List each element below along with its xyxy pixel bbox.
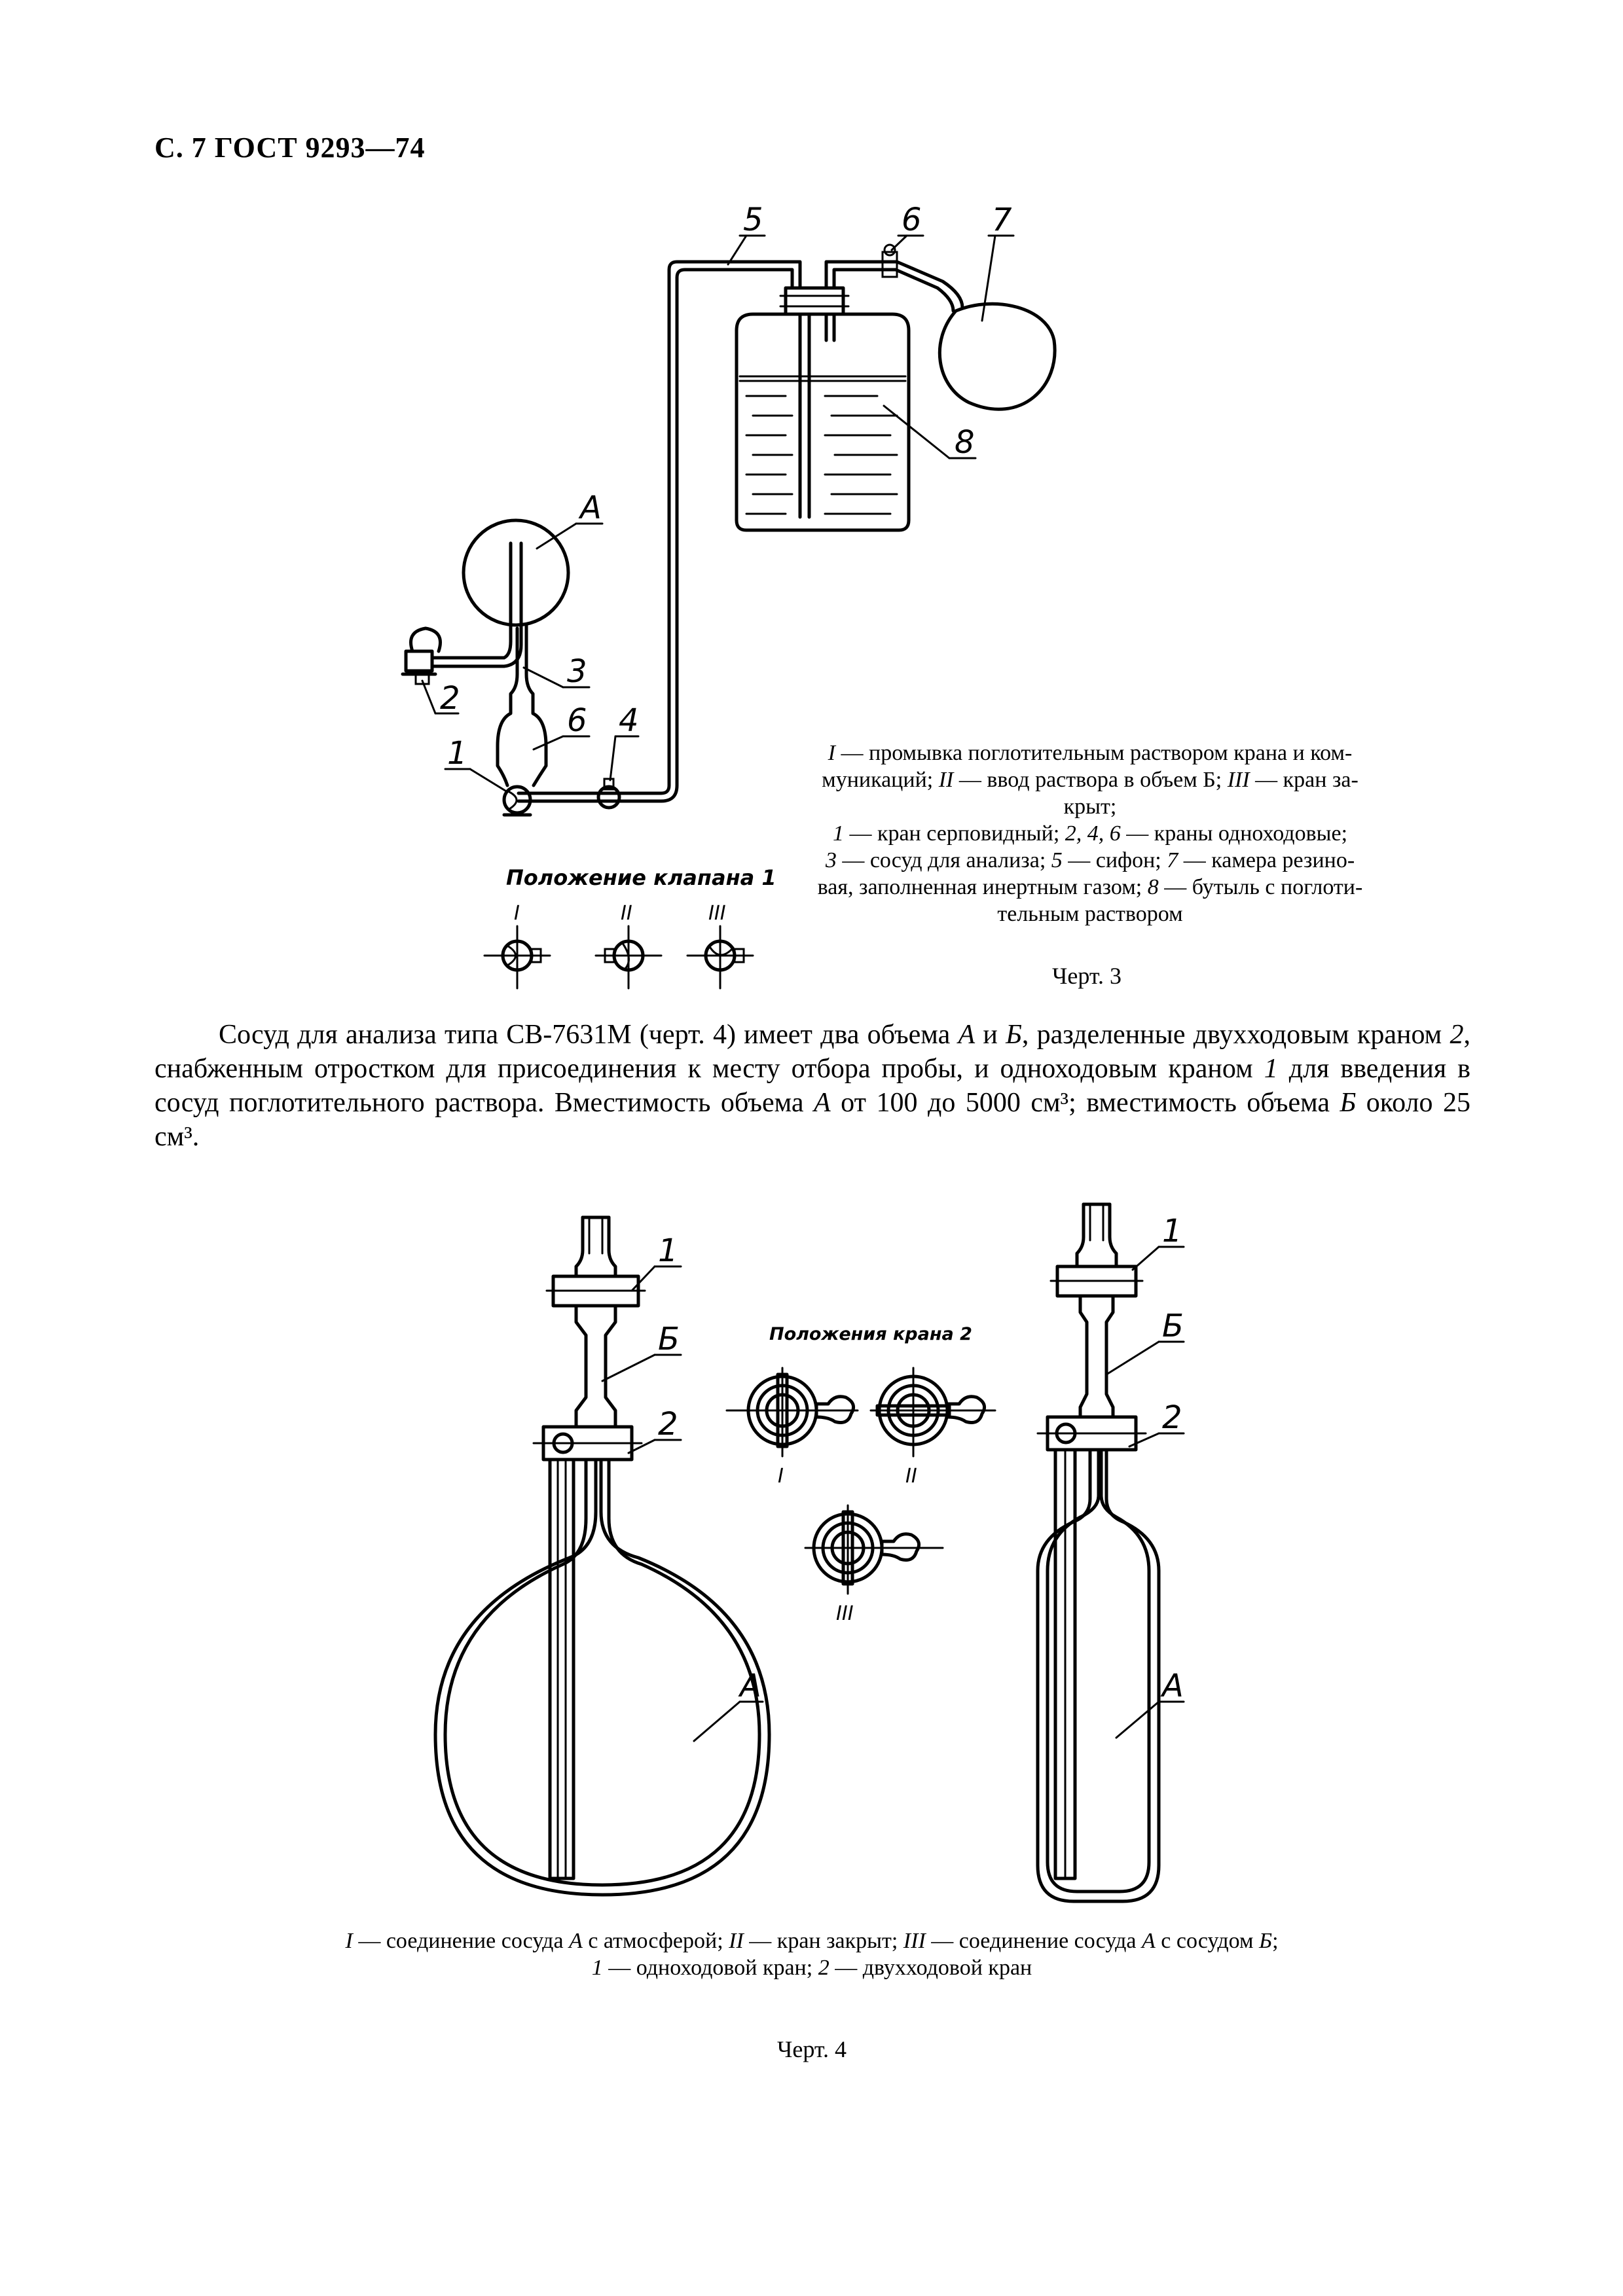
- fig3-legend: I — промывка поглотительным раствором крана и ком- муникаций; II — ввод раствора в объем Б; III — кран за- крыт; 1 — кран серповидный; 2, 4, 6 — краны одноходовые; 3 — сосуд для анализа; 5 — сифон; 7 — камера резино- вая, заполненная инертным газом; 8 — бутыль с поглоти- тельным раствором: [817, 741, 1363, 926]
- fig4-left-label-B: Б: [658, 1321, 680, 1357]
- fig4-right-label-2: 2: [1162, 1399, 1182, 1436]
- valve-positions-title: Положение клапана 1: [506, 865, 776, 890]
- fig3-label-5: 5: [743, 202, 763, 238]
- fig4-right-label-B: Б: [1162, 1308, 1184, 1344]
- valve-position-I: I: [514, 902, 520, 925]
- page-header: С. 7 ГОСТ 9293—74: [155, 132, 426, 164]
- tap-position-I: I: [778, 1465, 784, 1488]
- fig4-legend: I — соединение сосуда А с атмосферой; II — кран закрыт; III — соединение сосуда А с сосудом Б; 1 — одноходовой кран; 2 — двухходовой кран: [345, 1929, 1279, 1980]
- fig4-caption: Черт. 4: [777, 2036, 847, 2062]
- fig3-label-2: 2: [440, 680, 460, 717]
- tap-positions-title: Положения крана 2: [769, 1324, 972, 1344]
- fig3-label-6-top: 6: [902, 202, 922, 238]
- valve-position-III: III: [708, 902, 726, 925]
- fig4-left-label-1: 1: [658, 1232, 678, 1269]
- fig3-label-7: 7: [992, 202, 1012, 238]
- body-paragraph: Сосуд для анализа типа СВ-7631М (черт. 4) имеет два объема А и Б, разделенные двухходовым краном 2, снабженным отростком для присоединения к месту отбора пробы, и одноходовым краном 1 для введения в сосуд поглотительного раствора. Вместимость объема А от 100 до 5000 см³; вместимость объема Б около 25 см³.: [155, 1020, 1471, 1152]
- tap-position-III: III: [836, 1602, 854, 1625]
- fig3-label-4: 4: [619, 702, 639, 739]
- fig3-label-8: 8: [955, 424, 975, 461]
- fig3-label-6-bottom: 6: [567, 702, 587, 739]
- valve-position-II: II: [621, 902, 632, 925]
- fig4-left-label-2: 2: [658, 1406, 678, 1443]
- tap-position-II: II: [905, 1465, 917, 1488]
- fig4-left-label-A: А: [740, 1668, 761, 1704]
- fig3-label-A: А: [580, 490, 602, 526]
- fig4-right-label-1: 1: [1162, 1213, 1182, 1249]
- fig3-label-1: 1: [447, 735, 467, 772]
- fig3-label-3: 3: [567, 653, 587, 690]
- fig3-caption: Черт. 3: [1052, 963, 1122, 989]
- fig4-right-label-A: А: [1162, 1668, 1184, 1704]
